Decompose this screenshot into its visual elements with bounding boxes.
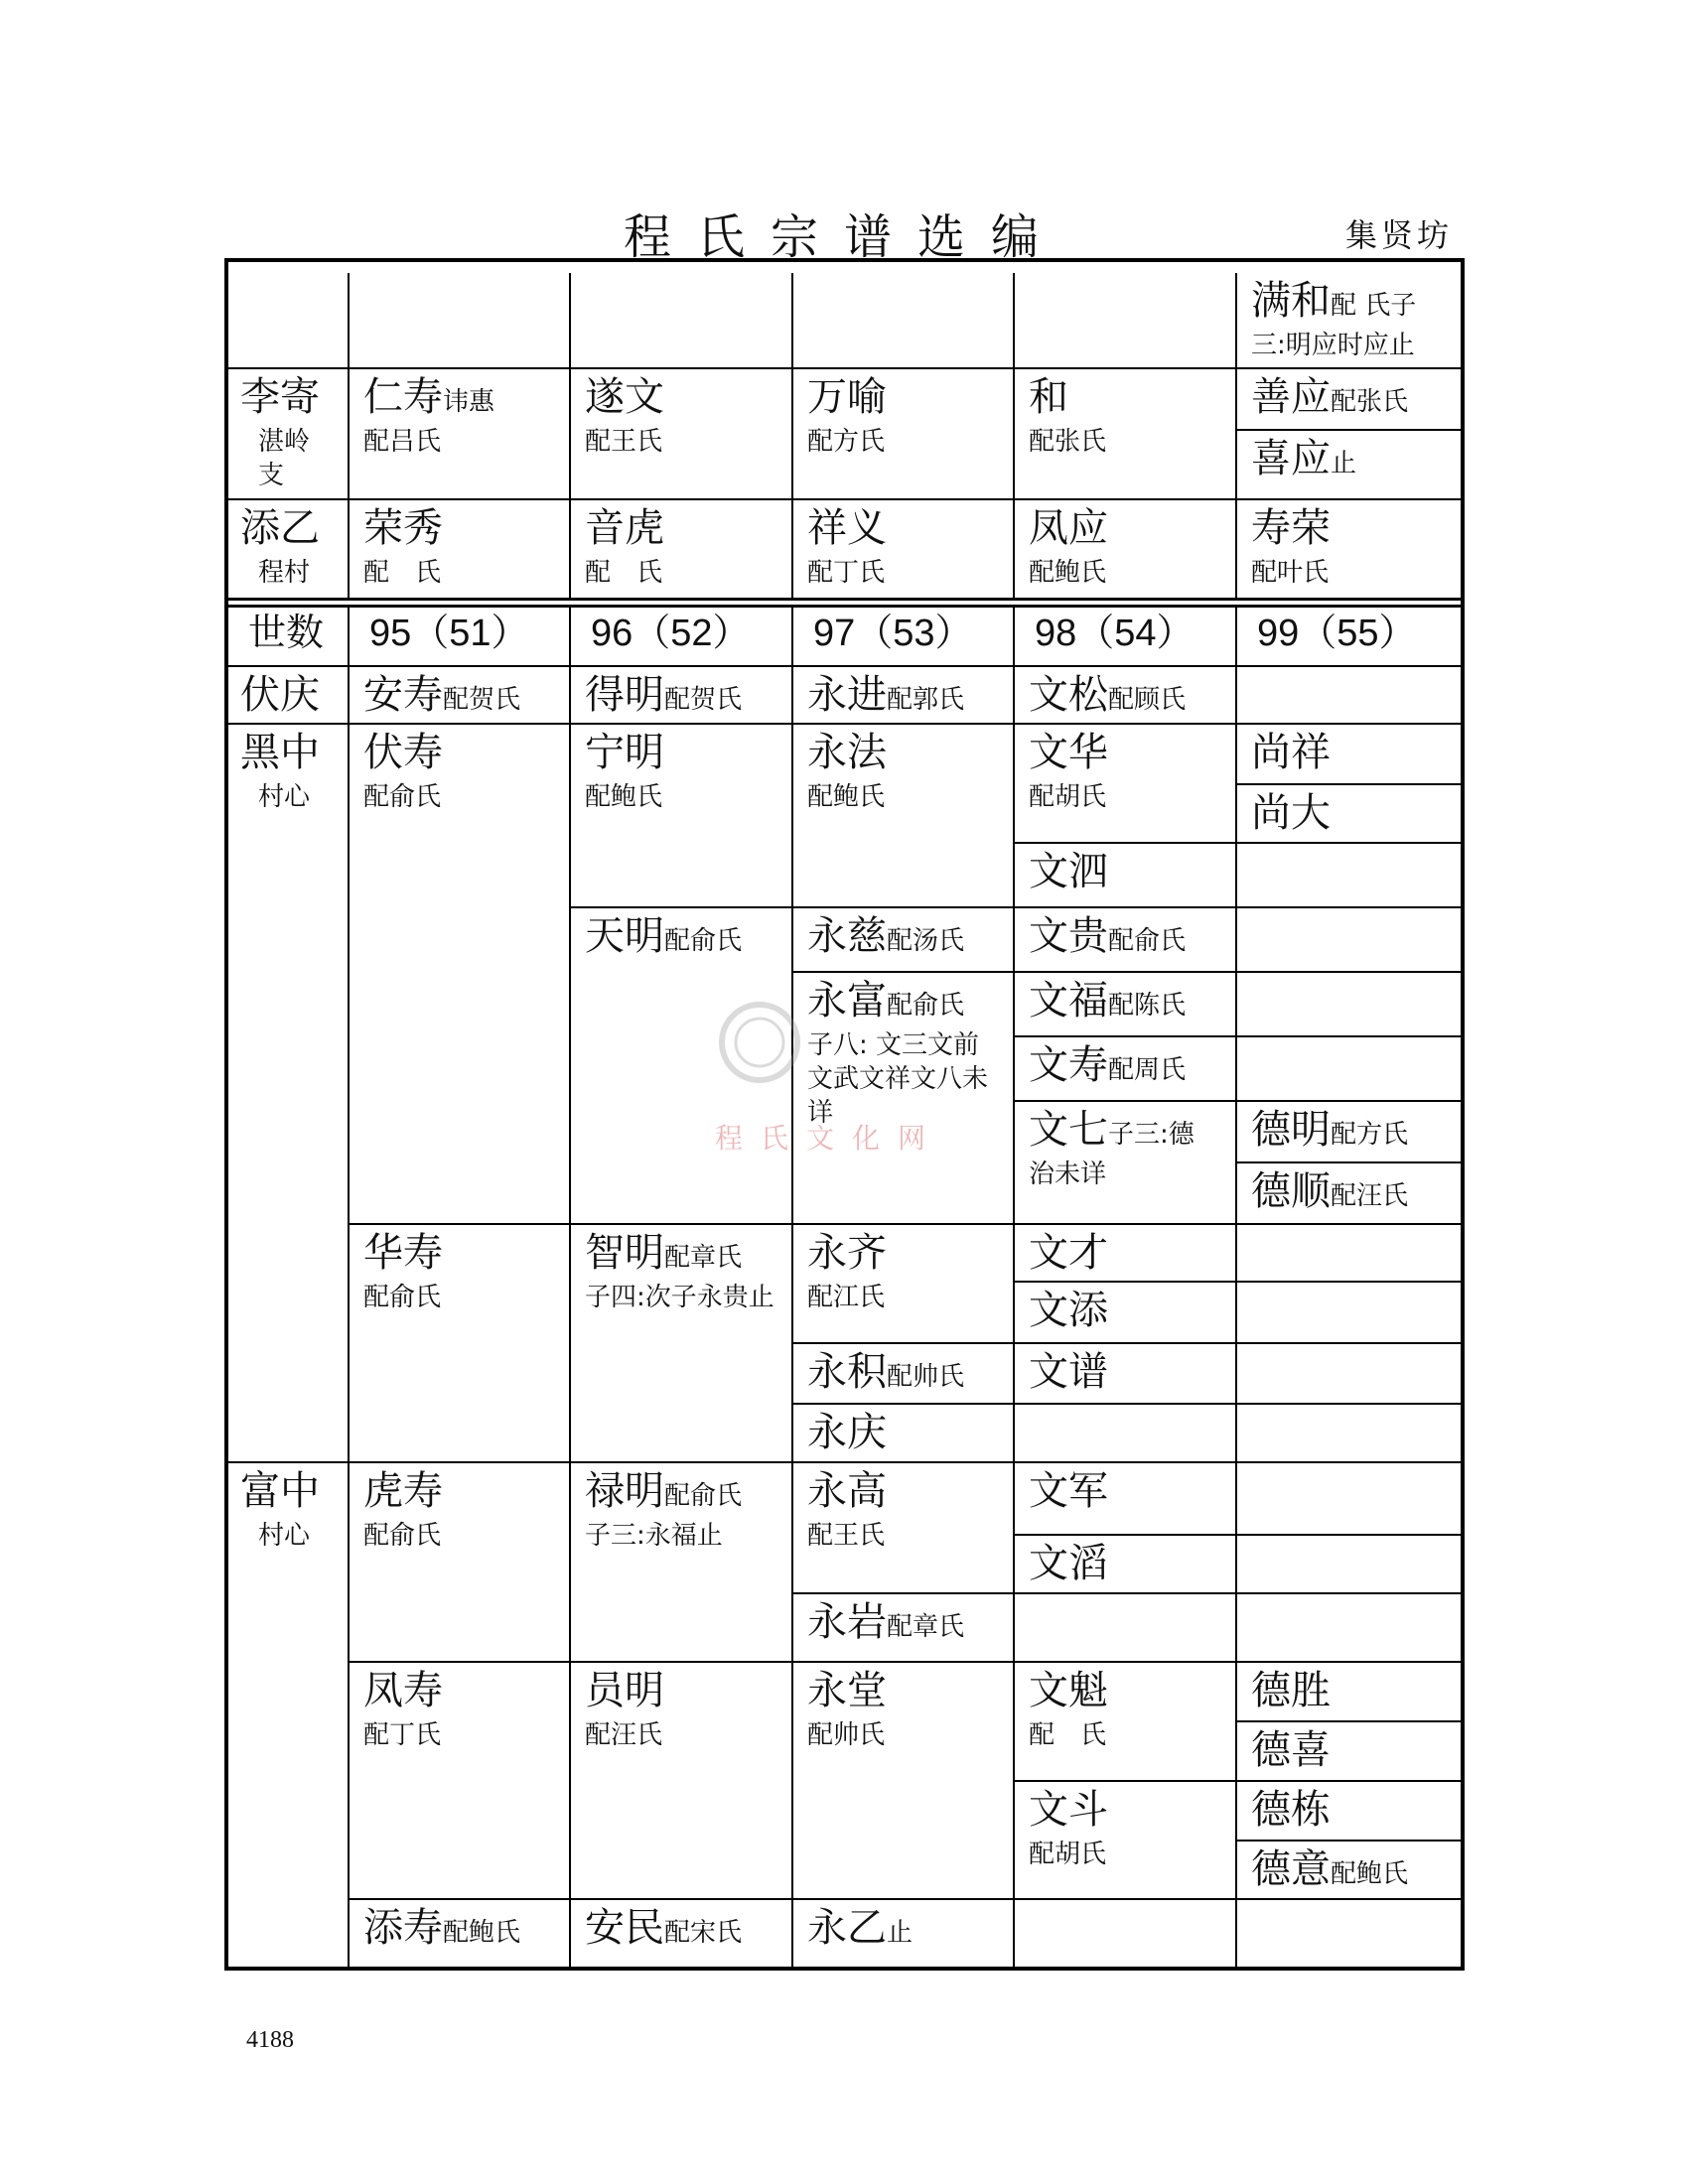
person-name: 德明 [1251,1107,1331,1153]
person-note: 配汪氏 [585,1720,663,1750]
person-line [591,608,751,662]
cell-b1 [348,367,569,498]
person-line [1029,846,1108,902]
cell-s8 [1235,1403,1461,1461]
person-note: 治未详 [1029,1160,1107,1189]
spouse-note: 配宋氏 [664,1918,743,1948]
cell-p5 [1235,1661,1461,1720]
person-line [369,608,529,662]
cell-h3 [791,606,1013,665]
person-name: 永庆 [807,1410,887,1455]
person-line [363,669,520,723]
person-name: 文魁 [1029,1668,1108,1713]
person-name: 天明 [585,913,664,959]
spouse-note: 配章氏 [887,1612,965,1642]
spouse-note: 配帅氏 [887,1362,965,1392]
cell-r5 [1235,1223,1461,1281]
cell-g3 [791,1461,1013,1592]
person-name: 文贵 [1029,913,1108,959]
person-line [807,727,887,783]
cell-r1 [348,1223,569,1461]
section-separator [228,598,1461,608]
person-name: 永齐 [807,1230,887,1276]
person-line [585,669,742,723]
cell-b2 [569,367,791,498]
cell-w4 [1013,1100,1235,1223]
cell-f3 [791,665,1013,723]
person-name: 文华 [1029,730,1108,775]
cell-g4 [1013,1461,1235,1534]
spouse-note: 配贺氏 [443,685,521,715]
cell-z1 [348,1898,569,1967]
person-name: 文才 [1029,1230,1108,1276]
person-name: 仁寿 [363,374,443,420]
person-note: 配张氏 [1029,427,1107,457]
person-name: 永乙 [807,1905,887,1951]
person-line [1029,669,1186,723]
person-note: 三:明应时应止 [1251,331,1415,360]
person-line [1257,608,1417,662]
cell-f1 [348,665,569,723]
cell-a2 [569,273,791,367]
person-name: 文福 [1029,978,1108,1024]
person-name: 喜应 [1251,436,1331,481]
cell-k5 [1235,723,1461,783]
person-name: 安寿 [363,672,443,718]
person-name: 德意 [1251,1846,1331,1892]
cell-f0 [228,665,348,723]
cell-c0 [228,498,348,601]
person-line [1029,1465,1108,1522]
person-line [1029,1784,1108,1841]
cell-a4 [1013,273,1235,367]
person-note: 配俞氏 [363,782,442,812]
person-name: 永进 [807,672,887,718]
person-name: 永堂 [807,1668,887,1713]
person-line [807,502,887,559]
cell-w6 [1235,1161,1461,1223]
person-name: 世数 [248,613,325,654]
cell-p6 [1235,1720,1461,1780]
person-name: 禄明 [585,1468,664,1514]
cell-k3 [791,723,1013,906]
cell-s5 [1235,1342,1461,1403]
spouse-note: 子三:德 [1108,1120,1195,1150]
page-title: 程氏宗谱选编 [623,209,1064,265]
person-line [1251,1784,1331,1840]
person-line [807,910,964,967]
cell-g2 [569,1461,791,1661]
person-line [807,1902,913,1959]
person-note: 配丁氏 [807,558,886,588]
person-note: 配胡氏 [1029,782,1107,812]
person-name: 永高 [807,1468,887,1514]
person-note: 村心 [258,1521,311,1551]
watermark [715,998,973,1206]
cell-g7 [1235,1534,1461,1592]
person-name: 96（52） [591,613,751,654]
person-name: 凤应 [1029,505,1108,551]
person-line [1251,371,1408,428]
watermark-text: 程氏文化网 [715,1122,944,1155]
spouse-note: 配陈氏 [1108,991,1187,1021]
cell-t5 [1235,906,1461,971]
cell-a3 [791,273,1013,367]
person-note: 配帅氏 [807,1720,886,1750]
person-name: 宁明 [585,730,664,775]
person-name: 文松 [1029,672,1108,718]
cell-c2 [569,498,791,601]
person-note: 配 氏 [585,558,663,588]
cell-z2 [569,1898,791,1967]
spouse-note: 止 [1331,449,1357,478]
cell-s6 [791,1403,1013,1461]
person-line [585,910,742,967]
spouse-note: 配汪氏 [1331,1181,1409,1211]
cell-u4 [1013,971,1235,1035]
person-line [1251,1843,1408,1898]
person-line [240,727,320,783]
cell-k8 [1235,842,1461,906]
person-line [1029,371,1068,428]
cell-p4 [1013,1661,1235,1780]
person-note: 村心 [258,782,311,812]
person-name: 德顺 [1251,1168,1331,1214]
person-name: 尚大 [1251,790,1331,836]
spouse-note: 讳惠 [443,387,495,417]
spouse-note: 配顾氏 [1108,685,1187,715]
cell-r3 [791,1223,1013,1342]
person-name: 员明 [585,1668,664,1713]
cell-k6 [1235,783,1461,842]
person-line [1029,1538,1108,1592]
person-line [1029,975,1186,1031]
person-line [1251,1104,1408,1160]
person-note: 程村 [258,558,311,588]
spouse-note: 配俞氏 [664,926,743,956]
person-name: 永岩 [807,1599,887,1645]
spouse-note: 配鲍氏 [443,1918,521,1948]
cell-h5 [1235,606,1461,665]
person-line [240,371,320,428]
cell-h4 [1013,606,1235,665]
person-name: 97（53） [813,613,973,654]
cell-p8 [1235,1780,1461,1840]
person-line [585,1665,664,1721]
person-line [248,608,324,662]
cell-k0 [228,723,348,1461]
person-note: 配胡氏 [1029,1840,1107,1869]
person-name: 遂文 [585,374,664,420]
person-line [807,669,964,723]
person-name: 永积 [807,1349,887,1395]
person-line [363,371,494,428]
person-name: 黑中 [240,730,320,775]
person-line [1029,1227,1108,1281]
cell-t3 [791,906,1013,971]
person-name: 添寿 [363,1905,443,1951]
spouse-note: 配 氏子 [1331,291,1417,321]
spouse-note: 配章氏 [664,1243,743,1273]
page-subtitle: 集贤坊 [1345,216,1454,254]
cell-w5 [1235,1100,1461,1161]
cell-s4 [1013,1342,1235,1403]
person-line [585,1227,742,1284]
person-name: 富中 [240,1468,320,1514]
cell-r2 [569,1223,791,1461]
person-line [807,1596,964,1653]
person-name: 尚祥 [1251,730,1331,775]
person-line [1029,910,1186,967]
page-number: 4188 [246,2027,294,2053]
person-line [1029,1285,1108,1341]
person-name: 虎寿 [363,1468,443,1514]
person-line [807,1665,887,1721]
spouse-note: 配贺氏 [664,685,743,715]
person-line [585,502,664,559]
cell-v5 [1235,1035,1461,1100]
seal-icon [715,998,804,1087]
person-note: 配 氏 [363,558,442,588]
person-name: 文寿 [1029,1042,1108,1088]
person-note: 湛岭 支 [258,427,311,490]
person-line [813,608,973,662]
cell-c1 [348,498,569,601]
person-line [1251,787,1331,842]
spouse-note: 配俞氏 [664,1481,743,1511]
cell-a5 [1235,273,1461,367]
spouse-note: 止 [887,1918,914,1948]
person-line [1029,1104,1195,1160]
person-name: 满和 [1251,278,1331,324]
cell-v4 [1013,1035,1235,1100]
person-name: 文斗 [1029,1787,1108,1833]
spouse-note: 配方氏 [1331,1120,1409,1150]
person-note: 配王氏 [585,427,663,457]
person-line [240,502,320,559]
cell-g10 [1235,1592,1461,1661]
cell-r6 [1013,1281,1235,1342]
person-note: 配俞氏 [363,1521,442,1551]
person-name: 凤寿 [363,1668,443,1713]
person-line [807,1227,887,1284]
spouse-note: 配鲍氏 [1331,1859,1409,1889]
person-line [1251,1165,1408,1222]
person-line [1251,433,1356,489]
person-name: 98（54） [1035,613,1195,654]
person-name: 安民 [585,1905,664,1951]
person-line [363,1465,443,1522]
person-line [240,669,320,723]
person-note: 配王氏 [807,1521,886,1551]
spouse-note: 配汤氏 [887,926,965,956]
cell-z5 [1235,1898,1461,1967]
cell-z3 [791,1898,1013,1967]
person-name: 文谱 [1029,1349,1108,1395]
cell-g0 [228,1461,348,1967]
cell-p9 [1235,1840,1461,1898]
person-name: 德栋 [1251,1787,1331,1833]
person-name: 祥义 [807,505,887,551]
cell-k7 [1013,842,1235,906]
cell-r4 [1013,1223,1235,1281]
cell-u5 [1235,971,1461,1035]
cell-g8 [791,1592,1013,1661]
person-name: 永富 [807,978,887,1024]
person-name: 音虎 [585,505,664,551]
person-note: 子八: 文三文前文武文祥文八未详 [807,1030,989,1128]
person-note: 配丁氏 [363,1720,442,1750]
cell-b4 [1013,367,1235,498]
cell-s3 [791,1342,1013,1403]
person-name: 伏庆 [240,672,320,718]
person-note: 子三:永福止 [585,1521,723,1551]
spouse-note: 配张氏 [1331,387,1409,417]
person-line [1029,1346,1108,1403]
cell-b6 [1235,429,1461,498]
person-name: 德喜 [1251,1727,1331,1773]
person-line [363,727,443,783]
person-line [1251,1724,1331,1780]
person-name: 永慈 [807,913,887,959]
person-line [807,1346,964,1403]
person-name: 得明 [585,672,664,718]
person-line [363,502,443,559]
person-note: 配 氏 [1029,1720,1107,1750]
person-line [1029,1039,1186,1096]
person-name: 华寿 [363,1230,443,1276]
person-note: 配方氏 [807,427,886,457]
cell-k4 [1013,723,1235,842]
person-name: 文泗 [1029,849,1108,894]
cell-c3 [791,498,1013,601]
person-line [1029,502,1108,559]
person-name: 文军 [1029,1468,1108,1514]
person-line [807,371,887,428]
spouse-note: 配周氏 [1108,1055,1187,1085]
cell-f2 [569,665,791,723]
person-line [1251,1665,1331,1720]
cell-g9 [1013,1592,1235,1661]
cell-k2 [569,723,791,906]
person-note: 配鲍氏 [1029,558,1107,588]
person-name: 99（55） [1257,613,1417,654]
person-note: 配江氏 [807,1283,886,1312]
person-name: 荣秀 [363,505,443,551]
person-line [1035,608,1195,662]
person-name: 伏寿 [363,730,443,775]
person-name: 和 [1029,374,1068,420]
person-name: 李寄 [240,374,320,420]
person-note: 配鲍氏 [585,782,663,812]
person-name: 文滔 [1029,1541,1108,1586]
cell-g1 [348,1461,569,1661]
person-name: 永法 [807,730,887,775]
cell-a0 [228,273,348,367]
person-line [807,1465,887,1522]
cell-f4 [1013,665,1235,723]
cell-h2 [569,606,791,665]
person-name: 添乙 [240,505,320,551]
cell-c5 [1235,498,1461,601]
person-line [585,1465,742,1522]
cell-p2 [569,1661,791,1898]
person-line [240,1465,320,1522]
person-name: 善应 [1251,374,1331,420]
cell-h0 [228,606,348,665]
person-line [1251,502,1331,559]
person-name: 文七 [1029,1107,1108,1153]
person-line [807,1407,887,1461]
person-note: 子四:次子永贵止 [585,1283,774,1312]
person-name: 文添 [1029,1288,1108,1333]
cell-b0 [228,367,348,498]
cell-c4 [1013,498,1235,601]
spouse-note: 配俞氏 [887,991,965,1021]
cell-s7 [1013,1403,1235,1461]
person-line [363,1902,520,1959]
person-line [363,1665,443,1721]
cell-t4 [1013,906,1235,971]
person-line [585,727,664,783]
person-line [1251,727,1331,783]
person-line [363,1227,443,1284]
cell-p7 [1013,1780,1235,1898]
cell-k1 [348,723,569,1223]
cell-p1 [348,1661,569,1898]
cell-b5 [1235,367,1461,429]
cell-h1 [348,606,569,665]
cell-f5 [1235,665,1461,723]
cell-r7 [1235,1281,1461,1342]
person-name: 95（51） [369,613,529,654]
person-name: 万喻 [807,374,887,420]
person-note: 配吕氏 [363,427,442,457]
person-line [1029,1665,1108,1721]
spouse-note: 配郭氏 [887,685,965,715]
cell-z4 [1013,1898,1235,1967]
person-line [1251,275,1416,332]
person-name: 德胜 [1251,1668,1331,1713]
person-note: 配叶氏 [1251,558,1330,588]
cell-g6 [1013,1534,1235,1592]
person-name: 智明 [585,1230,664,1276]
cell-p3 [791,1661,1013,1898]
person-line [585,371,664,428]
cell-a1 [348,273,569,367]
cell-b3 [791,367,1013,498]
person-line [585,1902,742,1959]
person-note: 配俞氏 [363,1283,442,1312]
cell-g5 [1235,1461,1461,1534]
person-note: 配鲍氏 [807,782,886,812]
person-line [1029,727,1108,783]
spouse-note: 配俞氏 [1108,926,1187,956]
person-name: 寿荣 [1251,505,1331,551]
